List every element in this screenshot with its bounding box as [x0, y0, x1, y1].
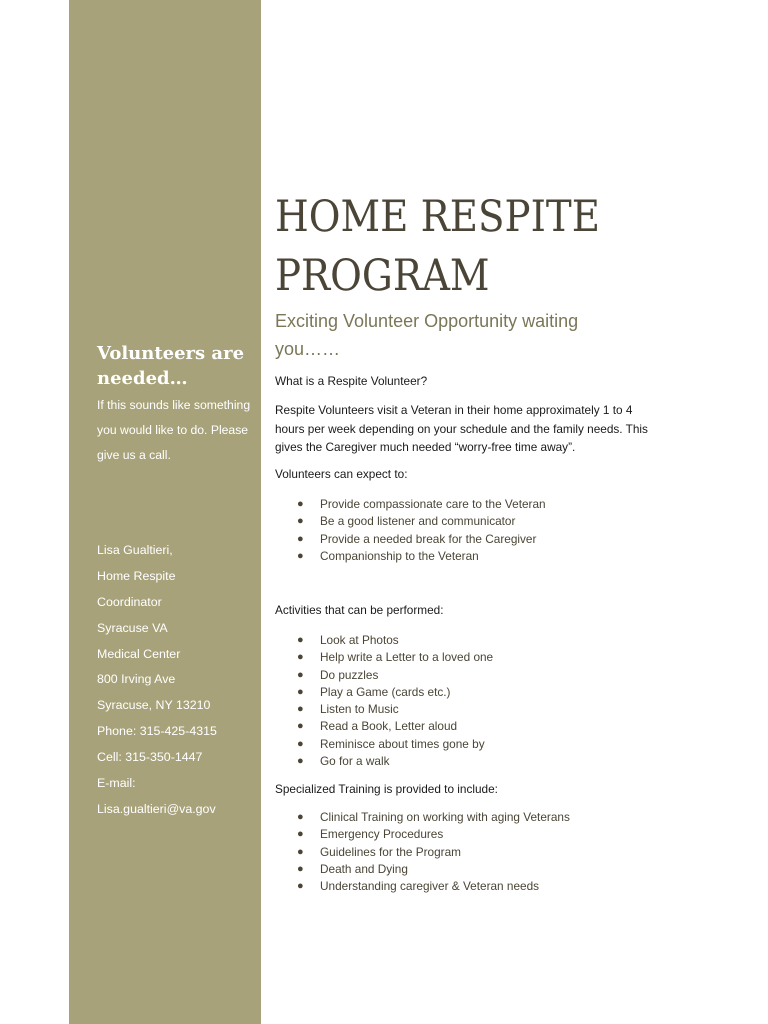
list-item-text: Play a Game (cards etc.): [320, 684, 451, 699]
page-subtitle: Exciting Volunteer Opportunity waiting you……: [275, 311, 579, 359]
bullet-icon: ●: [297, 720, 304, 733]
list-item: [275, 826, 755, 843]
list-item-text: Understanding caregiver & Veteran needs: [320, 879, 540, 894]
list-item: [275, 878, 755, 895]
expect-list: [275, 496, 755, 565]
bullet-icon: ●: [297, 755, 304, 768]
list-item-text: Death and Dying: [320, 861, 408, 876]
contact-address: Syracuse, NY 13210: [97, 698, 211, 713]
contact-name: Lisa Gualtieri,: [97, 543, 173, 557]
activities-heading: Activities that can be performed:: [275, 603, 444, 617]
bullet-icon: ●: [297, 880, 304, 893]
list-item-text: Be a good listener and communicator: [320, 514, 516, 529]
bullet-icon: ●: [297, 862, 304, 875]
contact-email-link[interactable]: Lisa.gualtieri@va.gov: [97, 801, 216, 816]
bullet-icon: ●: [297, 685, 304, 698]
bullet-icon: ●: [297, 634, 304, 646]
bullet-icon: ●: [297, 737, 304, 750]
list-item: [275, 531, 755, 548]
question-heading: What is a Respite Volunteer?: [275, 374, 428, 388]
contact-phone: Phone: 315-425-4315: [97, 724, 217, 739]
training-list: [275, 809, 755, 895]
list-item-text: Provide a needed break for the Caregiver: [320, 531, 537, 546]
expect-heading: Volunteers can expect to:: [275, 467, 408, 481]
bullet-icon: ●: [297, 668, 304, 681]
bullet-icon: ●: [297, 532, 304, 545]
list-item: [275, 861, 755, 878]
list-item: [275, 548, 755, 565]
list-item-text: Go for a walk: [320, 754, 390, 769]
contact-address: 800 Irving Ave: [97, 672, 176, 687]
contact-title: Home Respite: [97, 568, 176, 583]
list-item: [275, 844, 755, 861]
training-heading: Specialized Training is provided to include:: [275, 782, 498, 796]
list-item-text: Look at Photos: [320, 633, 399, 647]
list-item-text: Reminisce about times gone by: [320, 736, 485, 751]
list-item: [275, 718, 755, 735]
page-title: HOME RESPITE PROGRAM: [275, 192, 600, 301]
list-item-text: Listen to Music: [320, 702, 399, 717]
list-item: [275, 632, 755, 649]
bullet-icon: ●: [297, 703, 304, 716]
list-item-text: Clinical Training on working with aging Veterans: [320, 810, 570, 824]
list-item: [275, 496, 755, 513]
list-item-text: Provide compassionate care to the Veteran: [320, 497, 546, 511]
list-item-text: Companionship to the Veteran: [320, 548, 479, 563]
list-item: [275, 513, 755, 530]
list-item-text: Guidelines for the Program: [320, 844, 461, 859]
list-item-text: Help write a Letter to a loved one: [320, 650, 494, 665]
contact-email-label: E-mail:: [97, 776, 136, 791]
contact-list: [97, 538, 257, 823]
list-item: [275, 667, 755, 684]
sidebar-heading: Volunteers are needed…: [97, 343, 245, 389]
contact-organization: Syracuse VA: [97, 620, 168, 635]
bullet-icon: ●: [297, 549, 304, 562]
bullet-icon: ●: [297, 828, 304, 841]
list-item: [275, 684, 755, 701]
bullet-icon: ●: [297, 651, 304, 664]
list-item-text: Do puzzles: [320, 667, 379, 682]
list-item-text: Emergency Procedures: [320, 827, 444, 842]
list-item: [275, 701, 755, 718]
contact-cell: Cell: 315-350-1447: [97, 750, 203, 765]
intro-paragraph: Respite Volunteers visit a Veteran in their home approximately 1 to 4 hours per week depending on your schedule and the family needs. This gives the Caregiver much needed “worry-free time away”.: [275, 403, 648, 454]
bullet-icon: ●: [297, 845, 304, 858]
list-item: [275, 736, 755, 753]
sidebar: [69, 0, 261, 1024]
list-item-text: Read a Book, Letter aloud: [320, 719, 458, 734]
bullet-icon: ●: [297, 515, 304, 528]
contact-organization: Medical Center: [97, 646, 181, 661]
sidebar-invitation: If this sounds like something you would like to do. Please give us a call.: [97, 398, 251, 462]
bullet-icon: ●: [297, 498, 304, 510]
list-item: [275, 753, 755, 770]
list-item: [275, 649, 755, 666]
contact-title: Coordinator: [97, 594, 162, 609]
list-item: [275, 809, 755, 826]
bullet-icon: ●: [297, 811, 304, 823]
activities-list: [275, 632, 755, 770]
